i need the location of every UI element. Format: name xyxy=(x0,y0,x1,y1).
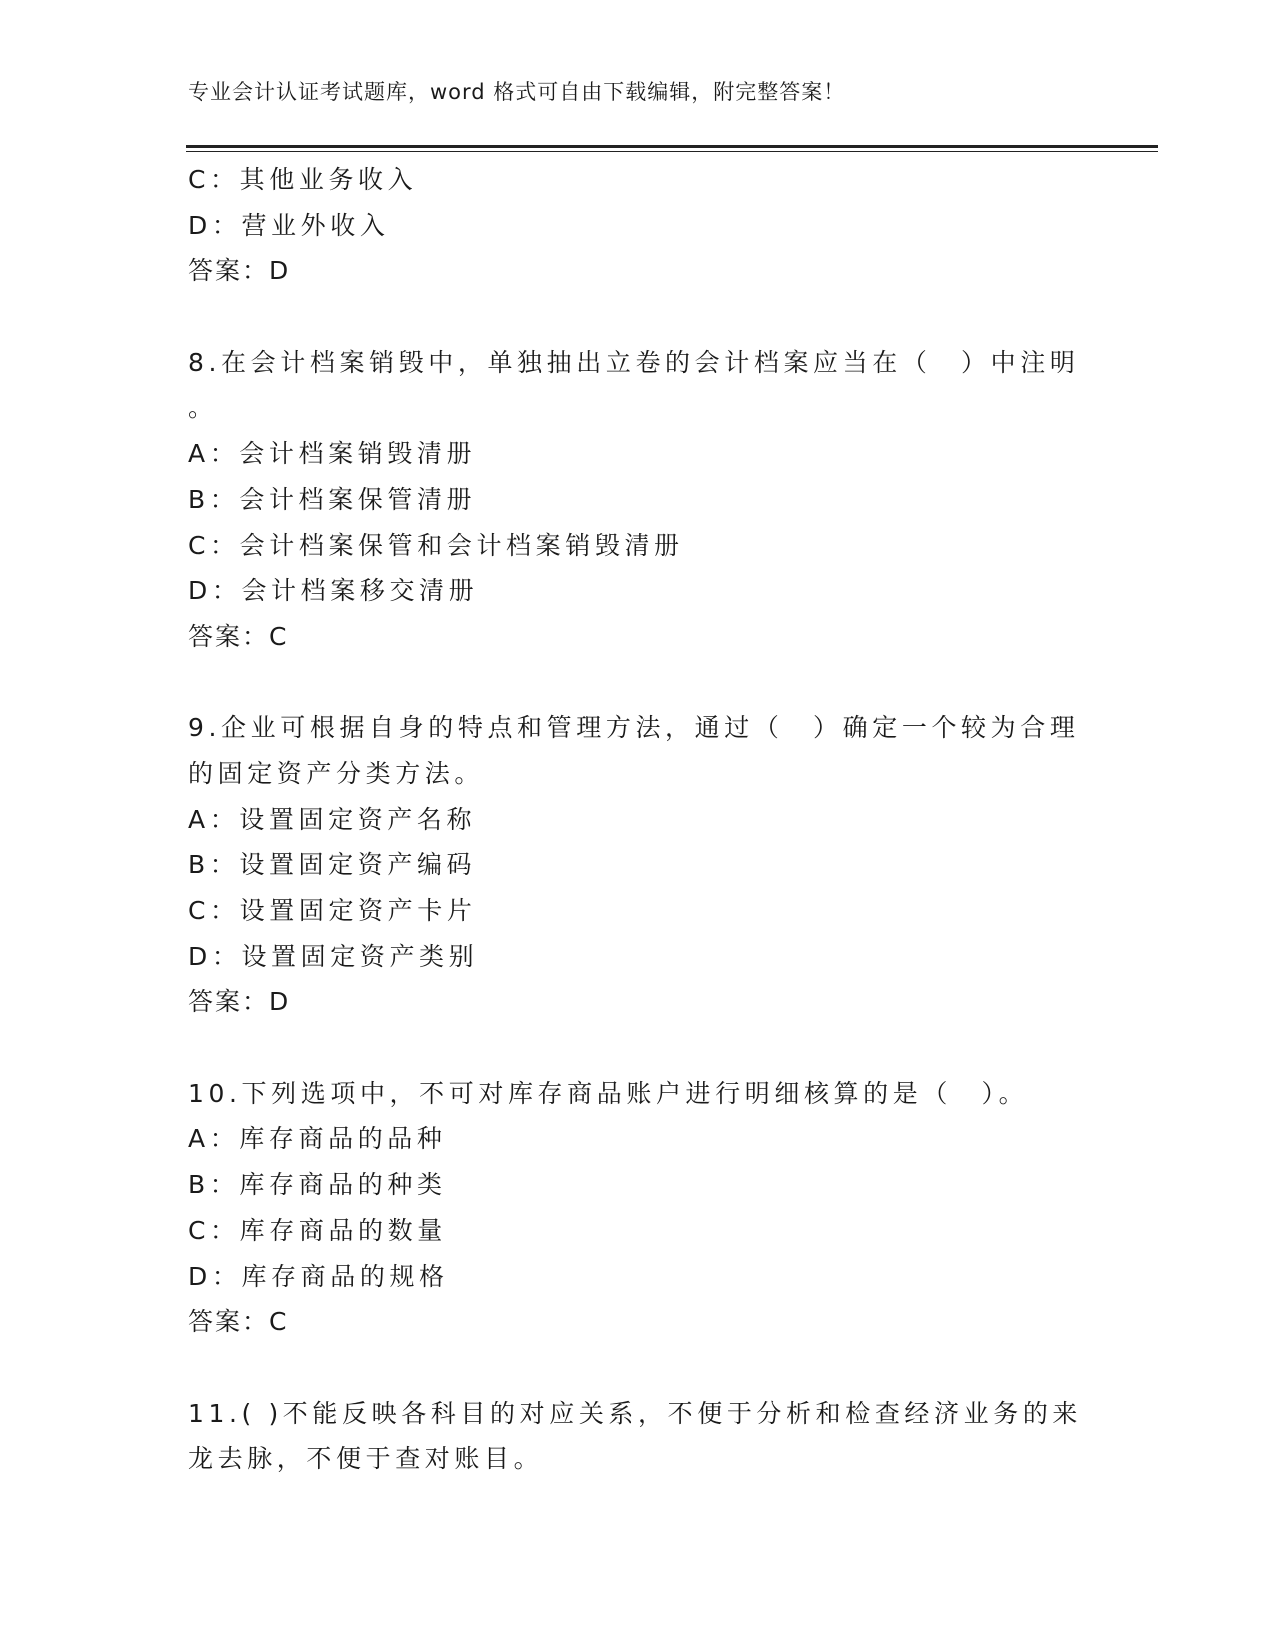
answer-line: 答案：D xyxy=(188,256,291,286)
question-10-text-line-1: 10.下列选项中，不可对库存商品账户进行明细核算的是（ ）。 xyxy=(188,1078,1029,1108)
question-10-option-c: C：库存商品的数量 xyxy=(188,1215,447,1245)
question-11-text-line-1: 11.( )不能反映各科目的对应关系，不便于分析和检查经济业务的来 xyxy=(188,1398,1083,1428)
question-8-text-line-1: 8.在会计档案销毁中，单独抽出立卷的会计档案应当在（ ）中注明 xyxy=(188,347,1080,377)
question-10-option-a: A：库存商品的品种 xyxy=(188,1124,447,1154)
question-8-option-c: C：会计档案保管和会计档案销毁清册 xyxy=(188,530,684,560)
header-rule-thick xyxy=(186,145,1158,148)
question-9-text-line-2: 的固定资产分类方法。 xyxy=(188,758,485,788)
question-8-option-a: A：会计档案销毁清册 xyxy=(188,439,477,469)
question-9-option-d: D：设置固定资产类别 xyxy=(188,941,479,971)
question-10-option-d: D：库存商品的规格 xyxy=(188,1261,449,1291)
question-9-option-a: A：设置固定资产名称 xyxy=(188,804,477,834)
page-header: 专业会计认证考试题库，word 格式可自由下载编辑，附完整答案！ xyxy=(188,80,846,104)
question-8-answer: 答案：C xyxy=(188,621,289,651)
header-rule-thin xyxy=(186,151,1158,152)
question-8-text-line-2: 。 xyxy=(188,393,218,423)
question-10-option-b: B：库存商品的种类 xyxy=(188,1170,447,1200)
option-d: D：营业外收入 xyxy=(188,210,390,240)
question-8-option-b: B：会计档案保管清册 xyxy=(188,484,477,514)
question-10-answer: 答案：C xyxy=(188,1307,289,1337)
question-9-answer: 答案：D xyxy=(188,987,291,1017)
question-content xyxy=(188,157,1088,1482)
question-9-text-line-1: 9.企业可根据自身的特点和管理方法，通过（ ）确定一个较为合理 xyxy=(188,713,1080,743)
question-8-option-d: D：会计档案移交清册 xyxy=(188,576,479,606)
question-11-text-line-2: 龙去脉，不便于查对账目。 xyxy=(188,1444,544,1474)
option-c: C：其他业务收入 xyxy=(188,165,418,194)
question-9-option-b: B：设置固定资产编码 xyxy=(188,850,477,880)
question-9-option-c: C：设置固定资产卡片 xyxy=(188,896,477,925)
